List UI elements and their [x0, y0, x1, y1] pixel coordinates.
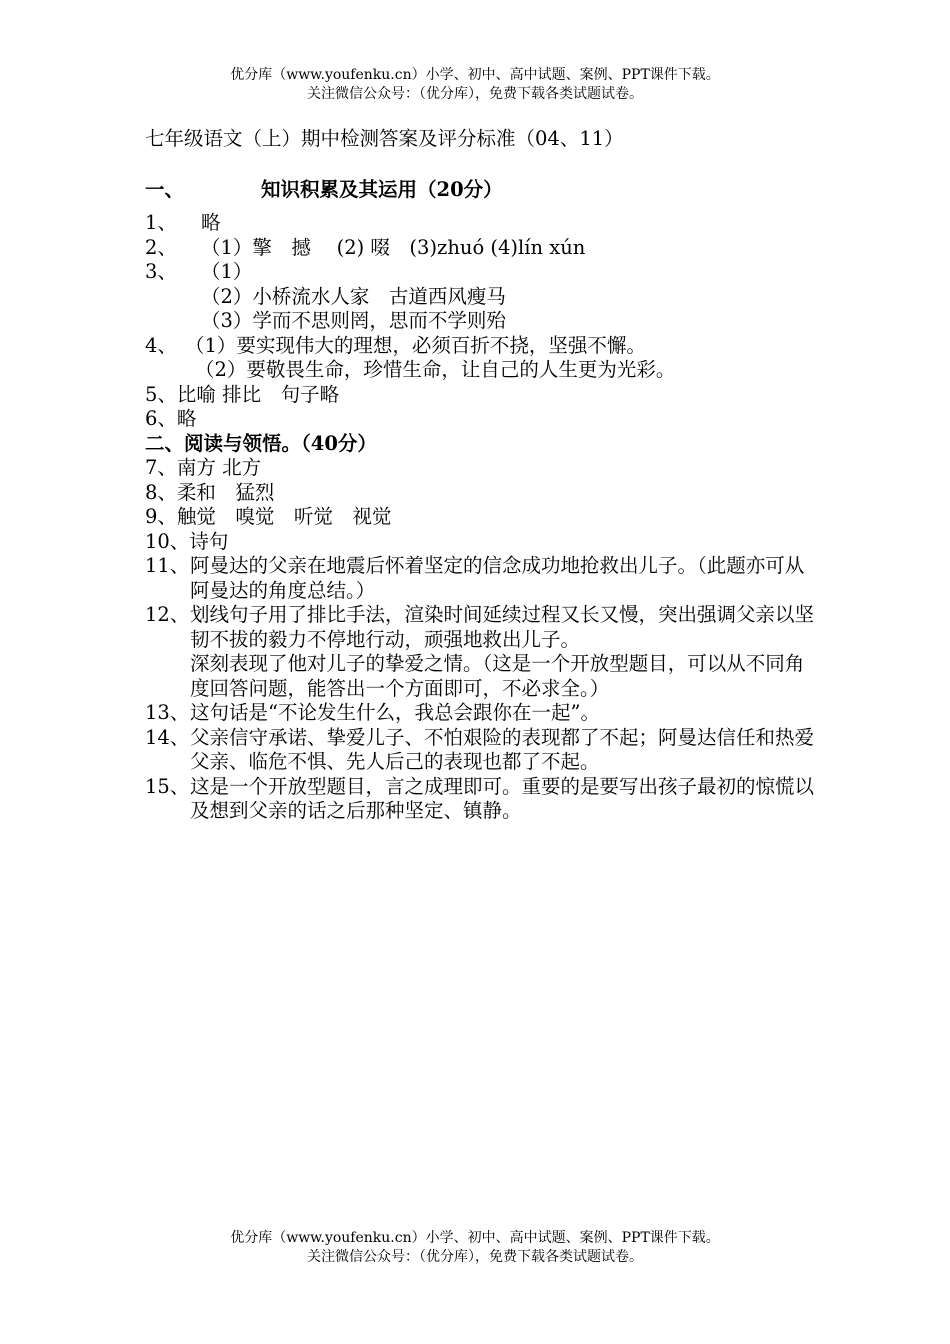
answer-item-9: 9、触觉 嗅觉 听觉 视觉: [145, 505, 392, 528]
item-text: 略: [201, 211, 221, 234]
page-header: [0, 66, 950, 104]
item-text: （1）擎 撼 (2) 啜 (3)zhuó (4)lín xún: [201, 235, 586, 259]
answer-item-5: 5、比喻 排比 句子略: [145, 382, 340, 406]
footer-line-1: 优分库（www.youfenku.cn）小学、初中、高中试题、案例、PPT课件下载。: [230, 1230, 720, 1246]
answer-item-13: [145, 701, 815, 726]
item-text-continued: 深刻表现了他对儿子的挚爱之情。（这是一个开放型题目，可以从不同角度回答问题，能答出一个方面即可，不必求全。）: [190, 652, 805, 700]
answer-item-12: [145, 603, 815, 701]
item-text: 这是一个开放型题目，言之成理即可。重要的是要写出孩子最初的惊慌以及想到父亲的话之后那种坚定、镇静。: [190, 774, 815, 822]
answer-item-15: [145, 775, 815, 824]
item-text: 这句话是“不论发生什么，我总会跟你在一起”。: [190, 701, 600, 724]
item-number: 15、: [145, 774, 190, 798]
item-text: 划线句子用了排比手法，渲染时间延续过程又长又慢，突出强调父亲以坚韧不拔的毅力不停地行动，顽强地救出儿子。: [190, 603, 815, 651]
answer-item-10: 10、诗句: [145, 529, 229, 553]
section-1-label: 知识积累及其运用（20分）: [261, 178, 503, 201]
header-line-2: 关注微信公众号：（优分库），免费下载各类试题试卷。: [307, 86, 643, 102]
page-footer: [0, 1229, 950, 1267]
answer-item-3-sub-3: （3）学而不思则罔，思而不学则殆: [201, 309, 506, 332]
answer-item-14: [145, 726, 815, 775]
item-text: 父亲信守承诺、挚爱儿子、不怕艰险的表现都了不起；阿曼达信任和热爱父亲、临危不惧、先人后己的表现也都了不起。: [190, 725, 815, 773]
answer-item-4: [145, 334, 815, 359]
answer-item-2: [145, 236, 815, 261]
item-number: 1、: [145, 211, 177, 234]
answer-item-4-sub-2: （2）要敬畏生命，珍惜生命，让自己的人生更为光彩。: [195, 358, 676, 381]
item-number: 11、: [145, 554, 190, 577]
item-text: （1）要实现伟大的理想，必须百折不挠，坚强不懈。: [185, 333, 646, 357]
section-2-heading: 二、阅读与领悟。（40分）: [145, 431, 377, 455]
item-number: 12、: [145, 603, 190, 626]
answer-item-1: [145, 211, 815, 236]
answer-item-8: 8、柔和 猛烈: [145, 480, 275, 504]
answer-item-7: 7、南方 北方: [145, 456, 262, 479]
document-title: 七年级语文（上）期中检测答案及评分标准（04、11）: [145, 127, 624, 150]
section-1-heading: [145, 174, 503, 202]
item-number: 13、: [145, 701, 190, 724]
item-number: 14、: [145, 725, 190, 749]
item-text: 阿曼达的父亲在地震后怀着坚定的信念成功地抢救出儿子。（此题亦可从阿曼达的角度总结。）: [190, 554, 805, 602]
item-text: （1）: [201, 260, 253, 283]
item-number: 4、: [145, 333, 177, 357]
answer-item-3-sub-2: （2）小桥流水人家 古道西风瘦马: [201, 284, 506, 308]
footer-line-2: 关注微信公众号：（优分库），免费下载各类试题试卷。: [307, 1249, 643, 1265]
answer-item-11: [145, 554, 815, 603]
item-text-block: [190, 603, 815, 701]
header-line-1: 优分库（www.youfenku.cn）小学、初中、高中试题、案例、PPT课件下载。: [230, 67, 720, 83]
answer-list: [145, 211, 815, 824]
section-1-number: 一、: [145, 178, 185, 201]
item-number: 2、: [145, 235, 177, 259]
item-number: 3、: [145, 260, 177, 283]
answer-item-6: 6、略: [145, 407, 197, 430]
answer-item-3: [145, 260, 815, 285]
